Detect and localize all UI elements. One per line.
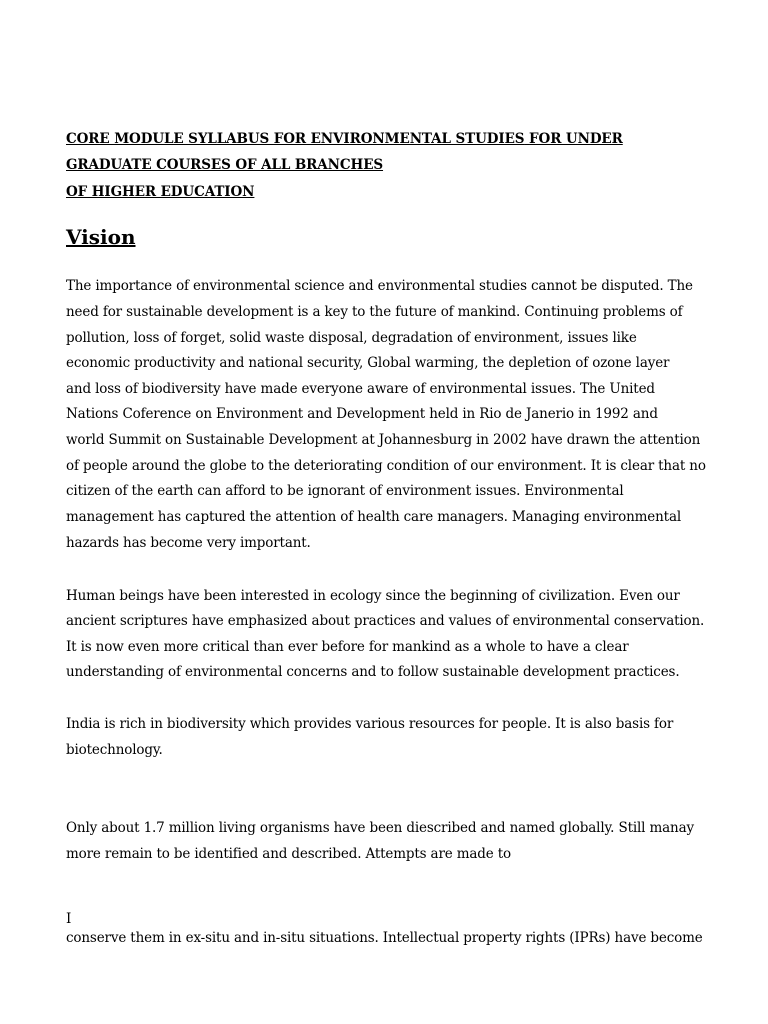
paragraph-1-line: need for sustainable development is a key to the future of mankind. Continuing problems of — [66, 304, 683, 320]
heading-line-1-part-1: CORE MODULE SYLLABUS FOR ENVIRONMENTAL STUDIES — [66, 131, 525, 147]
paragraph-1-line: world Summit on Sustainable Development at Johannesburg in 2002 have drawn the attention — [66, 432, 701, 448]
stray-character: I — [66, 911, 72, 927]
paragraph-1-line: citizen of the earth can afford to be ignorant of environment issues. Environmental — [66, 483, 624, 499]
paragraph-2-line: It is now even more critical than ever before for mankind as a whole to have a clear — [66, 639, 629, 655]
heading-line-1 — [66, 131, 623, 147]
heading-line-1-part-2: FOR UNDER — [529, 131, 623, 147]
paragraph-1-line: management has captured the attention of health care managers. Managing environmental — [66, 509, 682, 525]
paragraph-2-line: ancient scriptures have emphasized about practices and values of environmental conservation. — [66, 613, 705, 629]
paragraph-1-line: pollution, loss of forget, solid waste disposal, degradation of environment, issues like — [66, 330, 637, 346]
paragraph-5-line: conserve them in ex-situ and in-situ situations. Intellectual property rights (IPRs) have become — [66, 930, 703, 946]
paragraph-1-line: and loss of biodiversity have made everyone aware of environmental issues. The United — [66, 381, 655, 397]
paragraph-3-line: biotechnology. — [66, 742, 163, 758]
paragraph-1-line: Nations Coference on Environment and Development held in Rio de Janerio in 1992 and — [66, 406, 658, 422]
paragraph-1-line: The importance of environmental science and environmental studies cannot be disputed. The — [66, 278, 693, 294]
paragraph-1-line: economic productivity and national security, Global warming, the depletion of ozone layer — [66, 355, 670, 371]
heading-line-2: GRADUATE COURSES OF ALL BRANCHES — [66, 157, 384, 173]
paragraph-3-line: India is rich in biodiversity which provides various resources for people. It is also basis for — [66, 716, 674, 732]
paragraph-2-line: Human beings have been interested in ecology since the beginning of civilization. Even our — [66, 588, 680, 604]
paragraph-4-line: more remain to be identified and described. Attempts are made to — [66, 846, 512, 862]
heading-line-3: OF HIGHER EDUCATION — [66, 184, 255, 200]
paragraph-1-line: hazards has become very important. — [66, 535, 311, 551]
paragraph-1-line: of people around the globe to the deteriorating condition of our environment. It is clear that no — [66, 458, 706, 474]
paragraph-2-line: understanding of environmental concerns and to follow sustainable development practices. — [66, 664, 680, 680]
section-title-vision: Vision — [66, 225, 136, 249]
paragraph-4-line: Only about 1.7 million living organisms have been diescribed and named globally. Still manay — [66, 820, 694, 836]
